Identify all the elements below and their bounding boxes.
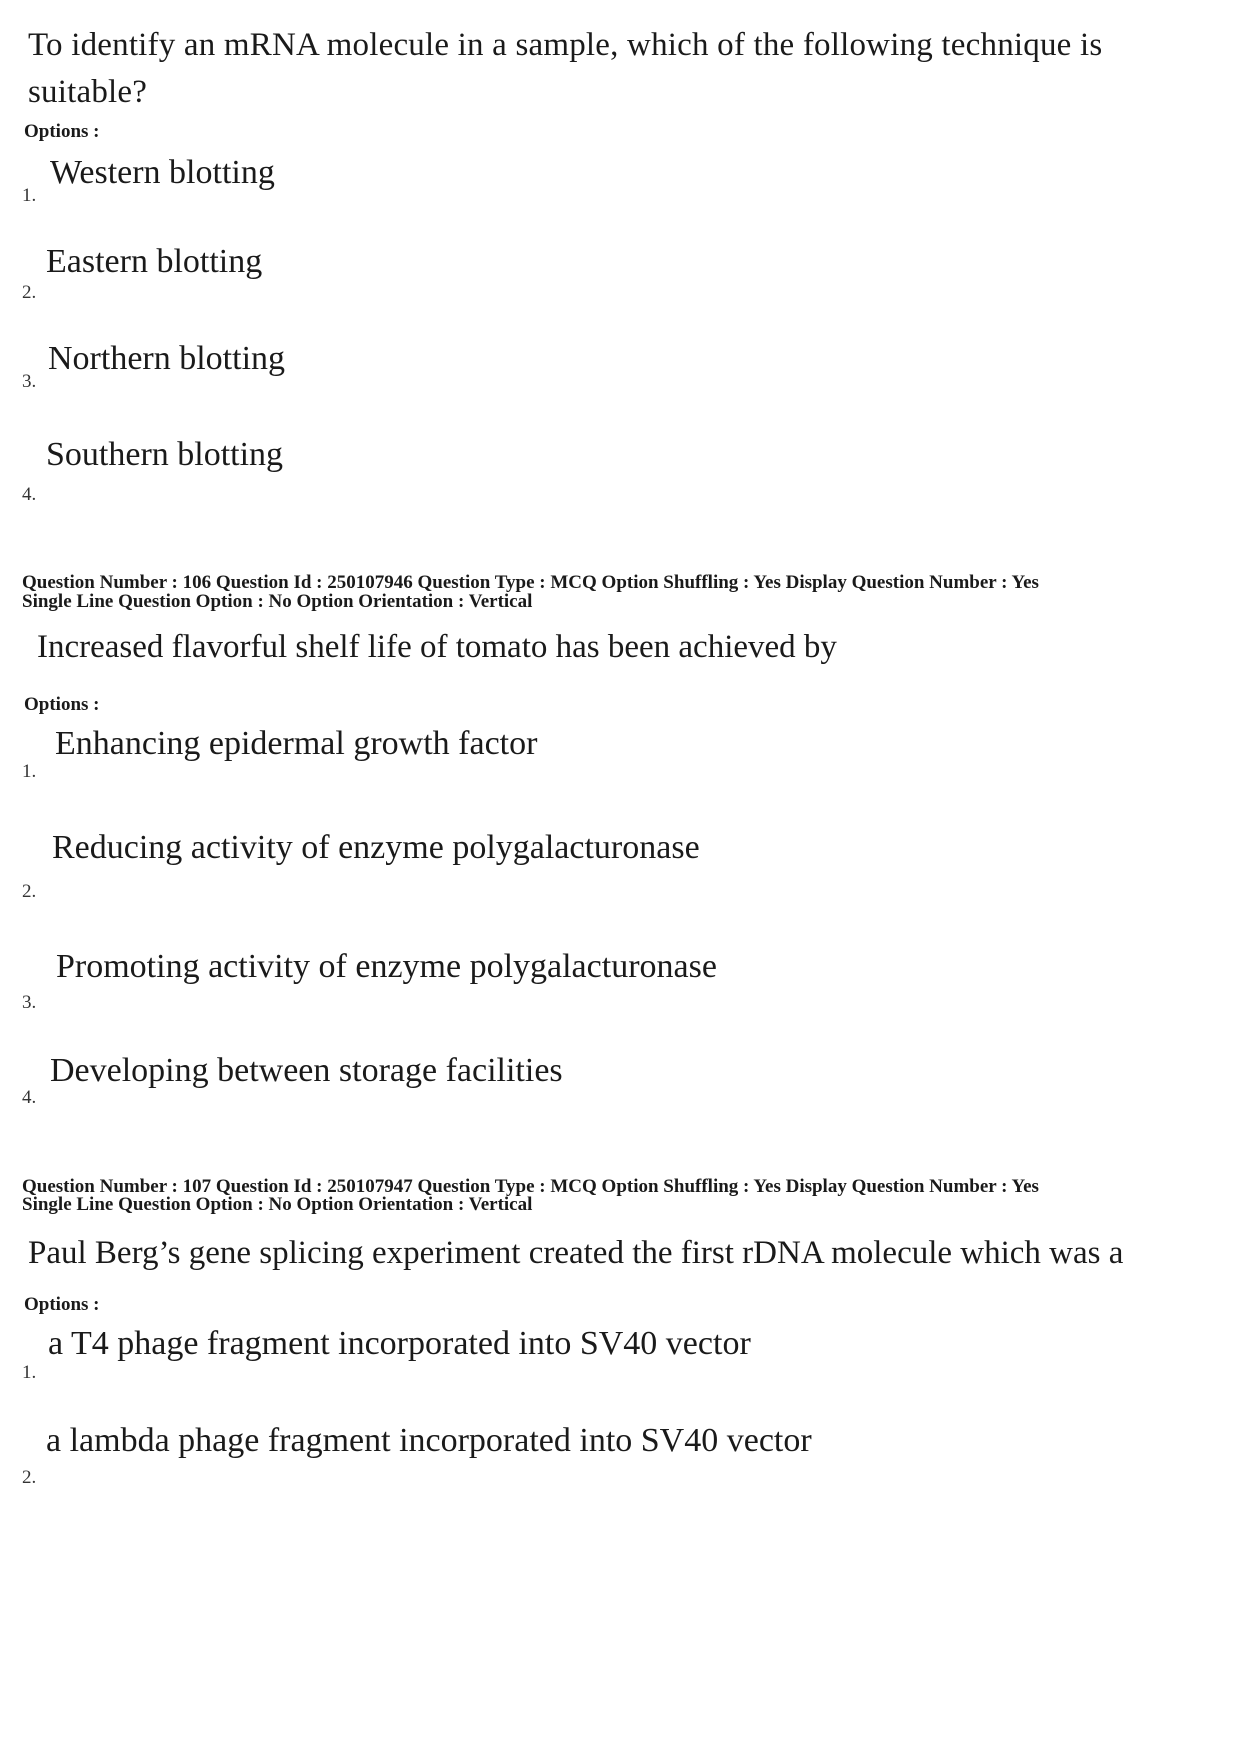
question-107-option-2-text[interactable]: a lambda phage fragment incorporated into SV40 vector xyxy=(46,1422,812,1459)
question-106-option-1-number: 1. xyxy=(22,761,37,782)
question-106-option-2-number: 2. xyxy=(22,881,37,902)
question-107-meta-line-1: Question Number : 107 Question Id : 250107947 Question Type : MCQ Option Shuffling : Yes Display Question Number : Yes xyxy=(22,1176,1039,1197)
question-106-option-1-text[interactable]: Enhancing epidermal growth factor xyxy=(55,725,538,762)
question-107-option-1-text[interactable]: a T4 phage fragment incorporated into SV40 vector xyxy=(48,1325,751,1362)
question-107-options-label: Options : xyxy=(24,1294,100,1315)
question-105-text: To identify an mRNA molecule in a sample, which of the following technique is suitable? xyxy=(28,27,1103,110)
question-106-meta-line-2: Single Line Question Option : No Option Orientation : Vertical xyxy=(22,591,533,612)
question-107-option-2-number: 2. xyxy=(22,1467,37,1488)
question-106-option-3-text[interactable]: Promoting activity of enzyme polygalacturonase xyxy=(56,948,717,985)
question-107-meta-line-2: Single Line Question Option : No Option Orientation : Vertical xyxy=(22,1194,533,1215)
question-105-option-2-number: 2. xyxy=(22,282,37,303)
question-106-options-label: Options : xyxy=(24,694,100,715)
question-107-text: Paul Berg’s gene splicing experiment created the first rDNA molecule which was a xyxy=(28,1235,1124,1271)
question-105-option-4-number: 4. xyxy=(22,484,37,505)
question-105-option-3-number: 3. xyxy=(22,371,37,392)
question-106-option-3-number: 3. xyxy=(22,992,37,1013)
question-105-option-1-number: 1. xyxy=(22,185,37,206)
question-106-meta-line-1: Question Number : 106 Question Id : 250107946 Question Type : MCQ Option Shuffling : Yes Display Question Number : Yes xyxy=(22,572,1039,593)
question-105-option-4-text[interactable]: Southern blotting xyxy=(46,436,284,473)
question-105-option-2-text[interactable]: Eastern blotting xyxy=(46,243,263,280)
question-106-option-4-number: 4. xyxy=(22,1087,37,1108)
question-106-option-4-text[interactable]: Developing between storage facilities xyxy=(50,1052,563,1089)
question-105-option-3-text[interactable]: Northern blotting xyxy=(48,340,286,377)
question-106-option-2-text[interactable]: Reducing activity of enzyme polygalacturonase xyxy=(52,829,700,866)
question-105-options-label: Options : xyxy=(24,121,100,142)
question-105-option-1-text[interactable]: Western blotting xyxy=(50,154,275,191)
question-107-option-1-number: 1. xyxy=(22,1362,37,1383)
question-106-text: Increased flavorful shelf life of tomato has been achieved by xyxy=(37,629,837,665)
